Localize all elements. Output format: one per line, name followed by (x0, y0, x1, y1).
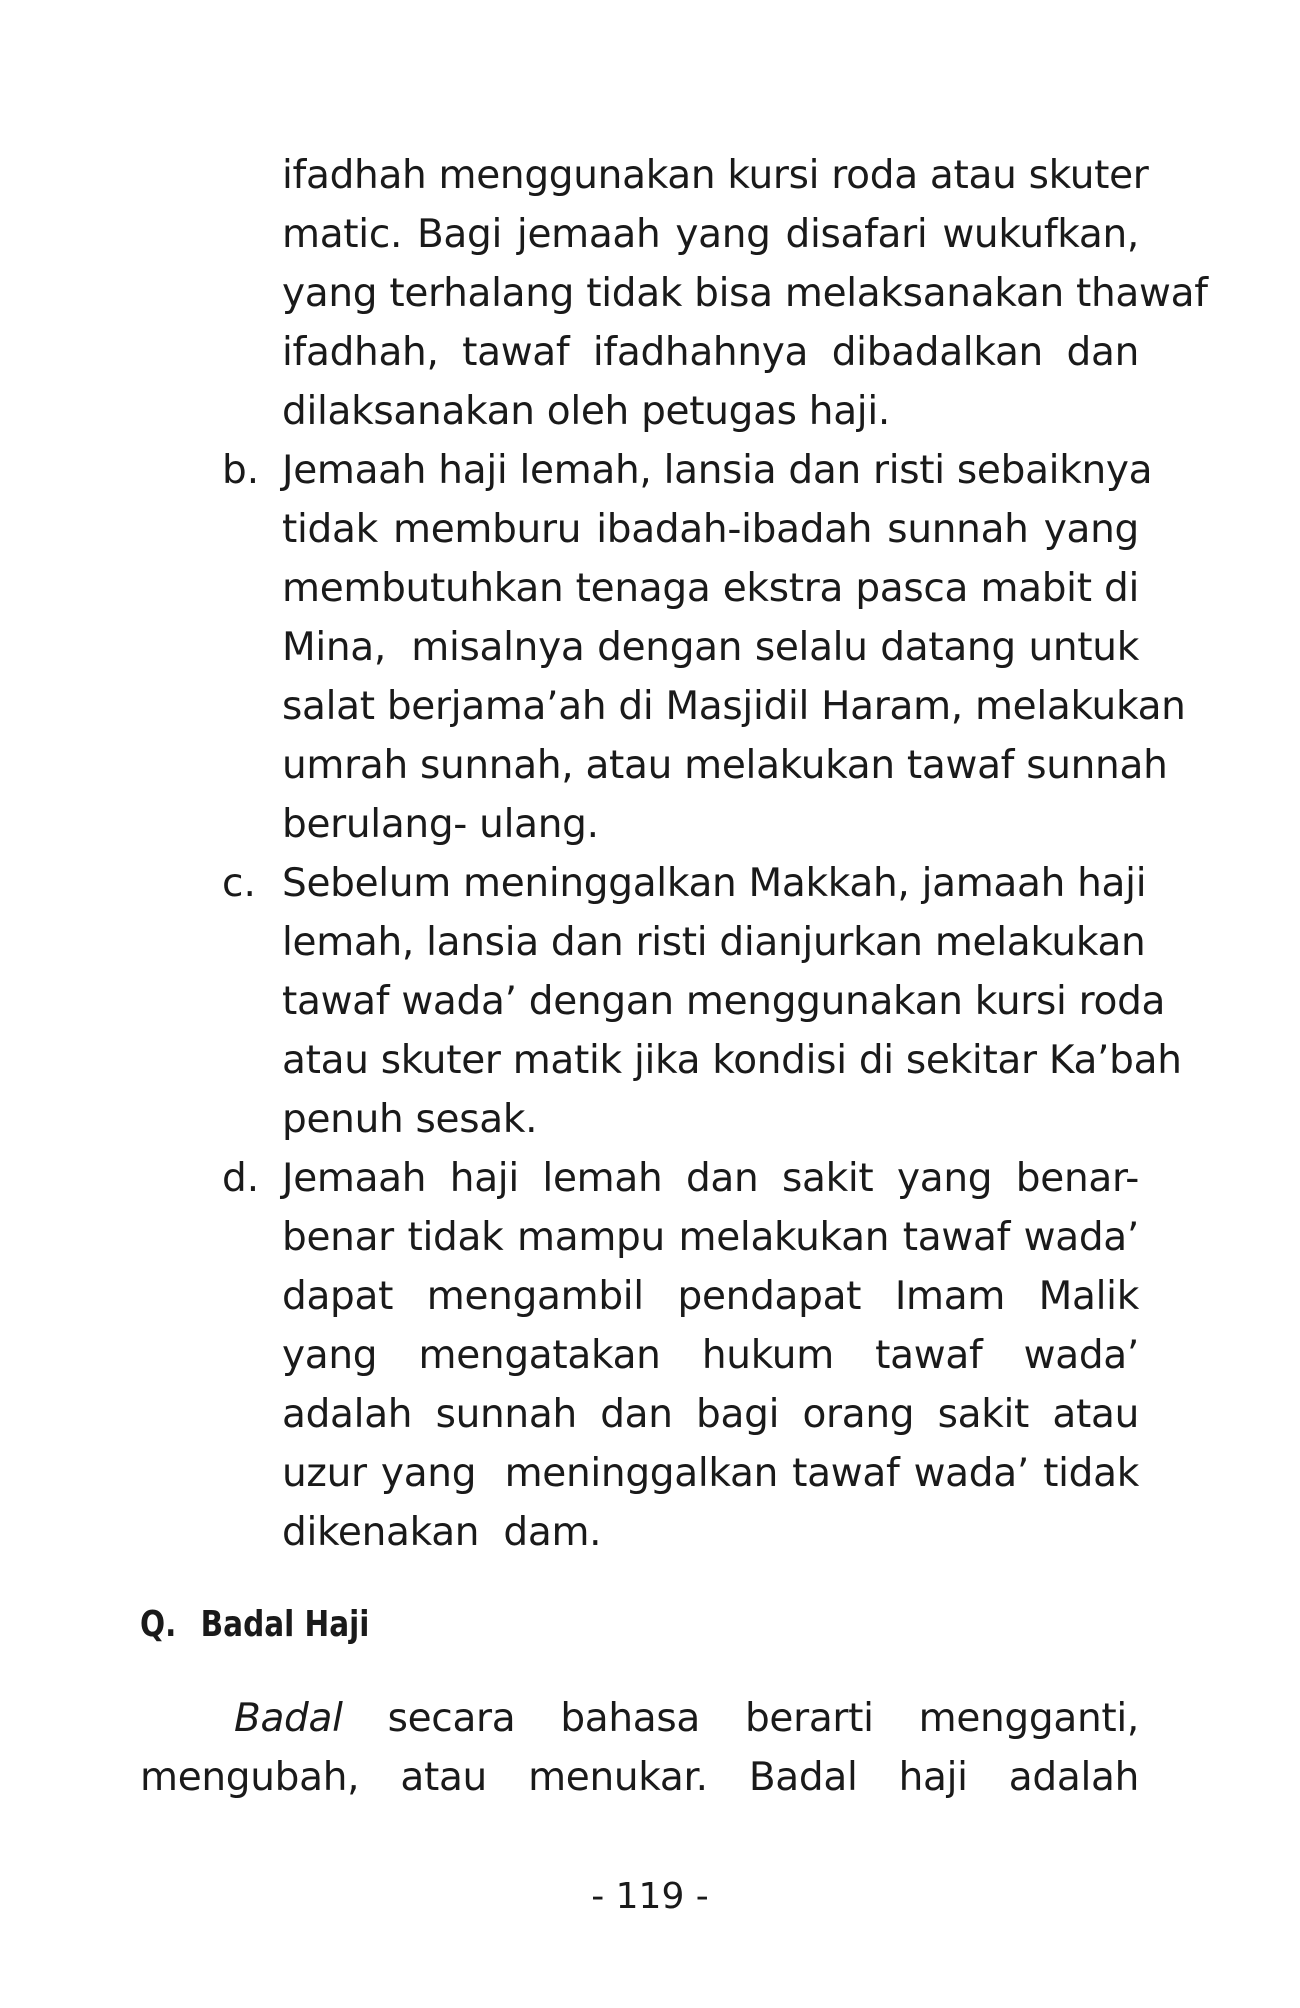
list-marker: d. (222, 1156, 260, 1201)
text-line: tidak memburu ibadah-ibadah sunnah yang (282, 507, 1139, 552)
text-line: atau skuter matik jika kondisi di sekitar Ka’bah (282, 1038, 1182, 1083)
section-number: Q. (140, 1604, 177, 1645)
text-line: penuh sesak. (282, 1097, 538, 1142)
italic-term: Badal (234, 1696, 343, 1741)
page-number: - 119 - (591, 1876, 709, 1917)
text-line: ifadhah, tawaf ifadhahnya dibadalkan dan (282, 330, 1139, 375)
text-line: yang mengatakan hukum tawaf wada’ (282, 1333, 1139, 1378)
text-line: lemah, lansia dan risti dianjurkan melakukan (282, 920, 1146, 965)
text-line (234, 1690, 1139, 1748)
section-heading (140, 1596, 369, 1654)
text-line: dilaksanakan oleh petugas haji. (282, 389, 890, 434)
text-line: ifadhah menggunakan kursi roda atau skuter (282, 153, 1149, 198)
text-line: tawaf wada’ dengan menggunakan kursi roda (282, 979, 1166, 1024)
text-line: Jemaah haji lemah dan sakit yang benar- (282, 1156, 1139, 1201)
text-line: uzur yang meninggalkan tawaf wada’ tidak (282, 1451, 1139, 1496)
text-line: benar tidak mampu melakukan tawaf wada’ (282, 1215, 1139, 1260)
list-marker: c. (222, 861, 256, 906)
text-line: Jemaah haji lemah, lansia dan risti sebaiknya (282, 448, 1153, 493)
text-line: matic. Bagi jemaah yang disafari wukufkan, (282, 212, 1139, 257)
text-line: umrah sunnah, atau melakukan tawaf sunnah (282, 743, 1168, 788)
text-line: yang terhalang tidak bisa melaksanakan thawaf (282, 271, 1208, 316)
text-line: berulang- ulang. (282, 802, 599, 847)
text-line: dikenakan dam. (282, 1510, 602, 1555)
text-span: secara bahasa berarti mengganti, (387, 1696, 1139, 1741)
text-line: Mina, misalnya dengan selalu datang untuk (282, 625, 1139, 670)
text-line: dapat mengambil pendapat Imam Malik (282, 1274, 1139, 1319)
text-line: salat berjama’ah di Masjidil Haram, melakukan (282, 684, 1186, 729)
text-line: mengubah, atau menukar. Badal haji adalah (140, 1755, 1139, 1800)
text-line: adalah sunnah dan bagi orang sakit atau (282, 1392, 1139, 1437)
text-line: Sebelum meninggalkan Makkah, jamaah haji (282, 861, 1147, 906)
text-line: membutuhkan tenaga ekstra pasca mabit di (282, 566, 1139, 611)
list-marker: b. (222, 448, 260, 493)
section-title: Badal Haji (200, 1604, 370, 1645)
